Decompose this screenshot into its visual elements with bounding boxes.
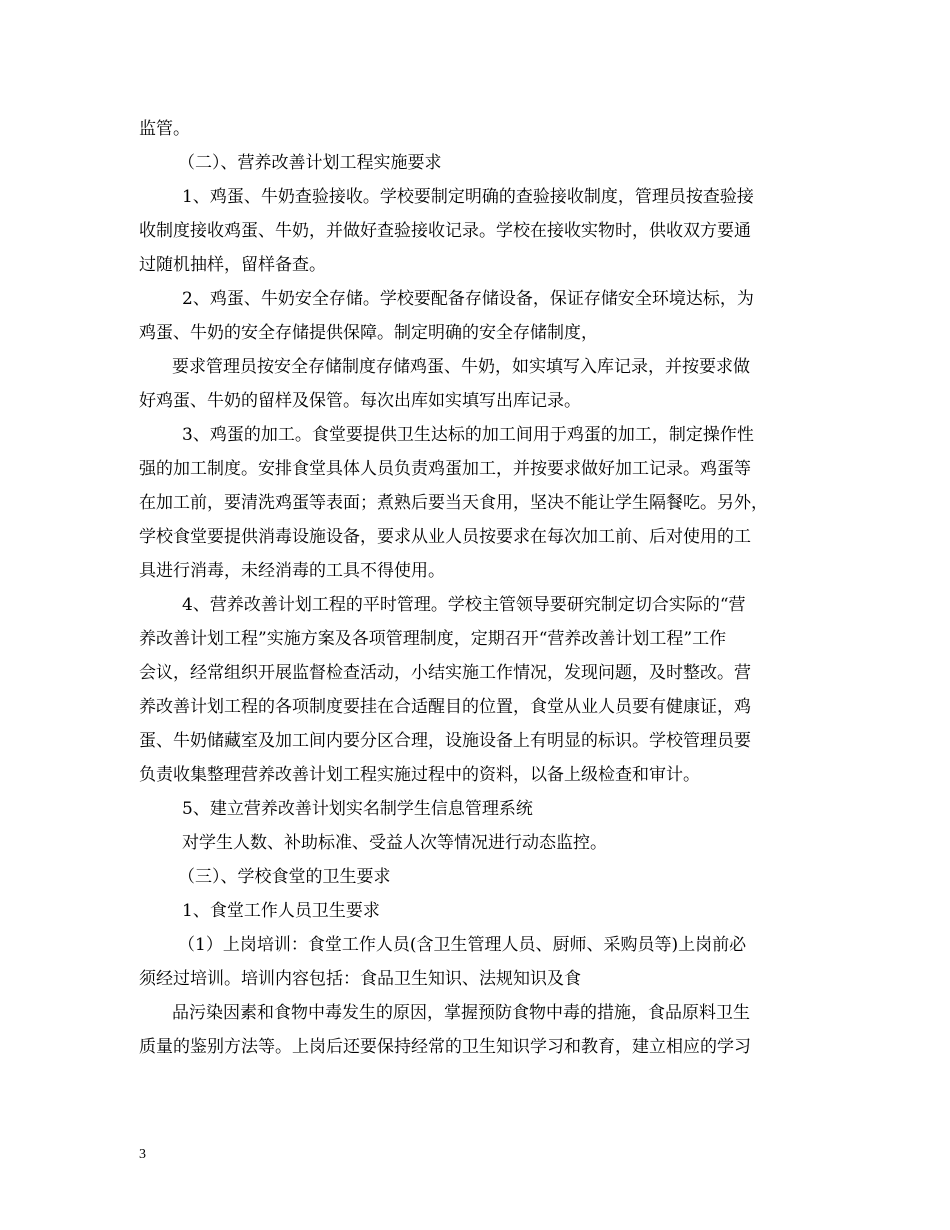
section-heading: （二）、营养改善计划工程实施要求 bbox=[178, 153, 442, 173]
text-line: 品污染因素和食物中毒发生的原因，掌握预防食物中毒的措施，食品原料卫生 bbox=[172, 1003, 750, 1023]
text-line: 收制度接收鸡蛋、牛奶，并做好查验接收记录。学校在接收实物时，供收双方要通 bbox=[139, 221, 751, 241]
section-heading: （三）、学校食堂的卫生要求 bbox=[178, 867, 391, 887]
text-line: 监管。 bbox=[139, 119, 190, 139]
text-line: 1、鸡蛋、牛奶查验接收。学校要制定明确的查验接收制度，管理员按查验接 bbox=[182, 187, 754, 207]
text-line: 鸡蛋、牛奶的安全存储提供保障。制定明确的安全存储制度， bbox=[139, 323, 598, 343]
text-line: 养改善计划工程的各项制度要挂在合适醒目的位置，食堂从业人员要有健康证，鸡 bbox=[139, 697, 751, 717]
text-line: （1）上岗培训：食堂工作人员(含卫生管理人员、厨师、采购员等)上岗前必 bbox=[178, 935, 747, 955]
text-line: 好鸡蛋、牛奶的留样及保管。每次出库如实填写出库记录。 bbox=[139, 391, 581, 411]
text-line: 质量的鉴别方法等。上岗后还要保持经常的卫生知识学习和教育，建立相应的学习 bbox=[139, 1037, 751, 1057]
text-line: 须经过培训。培训内容包括：食品卫生知识、法规知识及食 bbox=[139, 969, 581, 989]
text-line: 具进行消毒，未经消毒的工具不得使用。 bbox=[139, 561, 445, 581]
text-line: 负责收集整理营养改善计划工程实施过程中的资料，以备上级检查和审计。 bbox=[139, 765, 700, 785]
text-line: 要求管理员按安全存储制度存储鸡蛋、牛奶，如实填写入库记录，并按要求做 bbox=[172, 357, 750, 377]
text-line: 5、建立营养改善计划实名制学生信息管理系统 bbox=[182, 799, 533, 819]
subsection-heading: 1、食堂工作人员卫生要求 bbox=[182, 901, 380, 921]
text-line: 养改善计划工程”实施方案及各项管理制度，定期召开“营养改善计划工程”工作 bbox=[139, 629, 727, 649]
page-number: 3 bbox=[139, 1147, 146, 1162]
text-line: 2、鸡蛋、牛奶安全存储。学校要配备存储设备，保证存储安全环境达标，为 bbox=[182, 289, 754, 309]
text-line: 对学生人数、补助标准、受益人次等情况进行动态监控。 bbox=[182, 833, 607, 853]
text-line: 学校食堂要提供消毒设施设备，要求从业人员按要求在每次加工前、后对使用的工 bbox=[139, 527, 751, 547]
text-line: 在加工前，要清洗鸡蛋等表面；煮熟后要当天食用，坚决不能让学生隔餐吃。另外， bbox=[139, 493, 768, 513]
text-line: 4、营养改善计划工程的平时管理。学校主管领导要研究制定切合实际的“营 bbox=[182, 595, 746, 615]
text-line: 会议，经常组织开展监督检查活动，小结实施工作情况，发现问题，及时整改。营 bbox=[139, 663, 751, 683]
text-line: 过随机抽样，留样备查。 bbox=[139, 255, 326, 275]
text-line: 强的加工制度。安排食堂具体人员负责鸡蛋加工，并按要求做好加工记录。鸡蛋等 bbox=[139, 459, 751, 479]
text-line: 蛋、牛奶储藏室及加工间内要分区合理，设施设备上有明显的标识。学校管理员要 bbox=[139, 731, 751, 751]
text-line: 3、鸡蛋的加工。食堂要提供卫生达标的加工间用于鸡蛋的加工，制定操作性 bbox=[182, 425, 754, 445]
